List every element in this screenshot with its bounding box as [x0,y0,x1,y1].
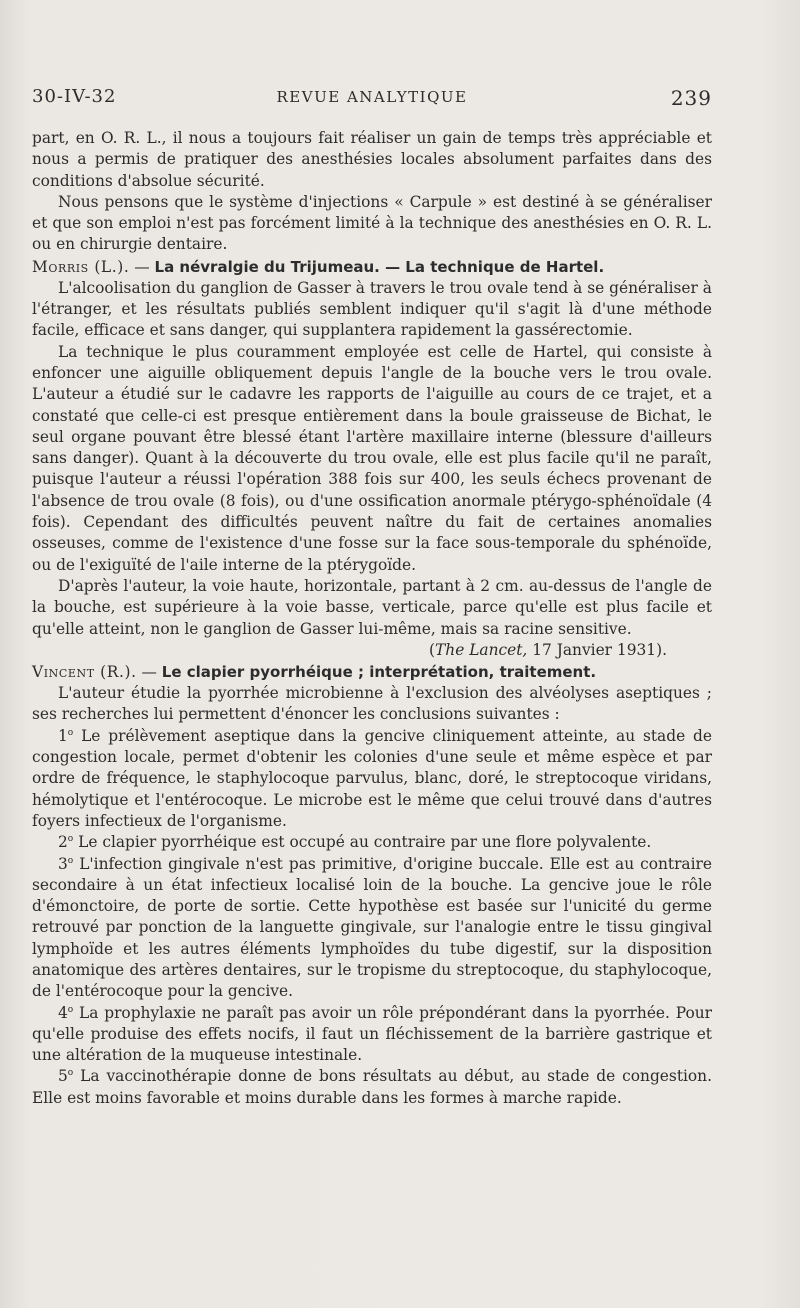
point-ordinal: o [67,1068,74,1079]
point-text: L'infection gingivale n'est pas primitive, d'origine buccale. Elle est au contraire secondaire à un état infectieux localisé loin de la bouche. La gencive joue le rôle d'émonctoire, de porte de sortie. Cette hypothèse est basée sur l'unicité du germe retrouvé par ponction de la languette gingivale, sur l'analogie entre le tissu gingival lymphoïde et les autres éléments lymphoïdes du tube digestif, sur la disposition anatomique des artères dentaires, sur le tropisme du streptocoque, du staphylocoque, de l'entérocoque pour la gencive. [32,854,712,1001]
article-intro: L'auteur étudie la pyorrhée microbienne à l'exclusion des alvéolyses aseptiques ; ses recherches lui permettent d'énoncer les conclusions suivantes : [32,684,712,724]
intro-paragraph-2: Nous pensons que le système d'injections « Carpule » est destiné à se généraliser et que son emploi n'est pas forcément limité à la technique des anesthésies en O. R. L. ou en chirurgie dentaire. [32,192,712,254]
article-title: La névralgie du Trijumeau. — La technique de Hartel. [154,257,605,276]
numbered-point [32,1003,712,1067]
citation-open: ( [429,640,436,659]
citation-date: 17 Janvier 1931). [527,640,667,659]
numbered-point [32,1066,712,1109]
running-title: REVUE ANALYTIQUE [276,88,468,106]
article-paragraph: D'après l'auteur, la voie haute, horizontale, partant à 2 cm. au-dessus de l'angle de la bouche, est supérieure à la voie basse, verticale, parce qu'elle est plus facile et qu'elle atteint, non le ganglion de Gasser lui-même, mais sa racine sensitive. [32,576,712,638]
point-ordinal: o [67,834,74,845]
point-number: 4 [58,1003,68,1022]
point-text: La vaccinothérapie donne de bons résultats au début, au stade de congestion. Elle est moins favorable et moins durable dans les formes à marche rapide. [32,1067,712,1107]
point-text: Le prélèvement aseptique dans la gencive cliniquement atteinte, au stade de congestion locale, permet d'obtenir les colonies d'une seule et même espèce et par ordre de fréquence, le staphylocoque parvulus, blanc, doré, le streptocoque viridans, hémolytique et l'entérocoque. Le microbe est le même que celui trouvé dans d'autres foyers infectieux de l'organisme. [32,726,712,830]
article-heading-vincent [32,661,712,683]
point-number: 3 [58,854,68,873]
point-text: La prophylaxie ne paraît pas avoir un rôle prépondérant dans la pyorrhée. Pour qu'elle produise des effets nocifs, il faut un fléchissement de la barrière gastrique et une altération de la muqueuse intestinale. [32,1003,712,1065]
heading-dash: — [129,257,155,276]
article-author: Morris (L.). [32,257,130,276]
numbered-point [32,832,712,853]
point-number: 1 [58,726,68,745]
page-number: 239 [670,86,712,110]
header-date: 30-IV-32 [32,86,117,107]
body-text [32,128,712,1109]
numbered-point [32,854,712,1003]
citation-journal: The Lancet, [435,640,528,659]
intro-paragraph-1: part, en O. R. L., il nous a toujours fait réaliser un gain de temps très appréciable et nous a permis de pratiquer des anesthésies locales absolument parfaites dans des conditions d'absolue sécurité. [32,129,712,190]
article-author: Vincent (R.). [32,663,137,682]
point-ordinal: o [67,727,74,738]
running-header [32,86,712,112]
point-ordinal: o [67,1004,74,1015]
article-paragraph: L'alcoolisation du ganglion de Gasser à travers le trou ovale tend à se généraliser à l'étranger, et les résultats publiés semblent indiquer qu'il s'agit là d'une méthode facile, efficace et sans danger, qui supplantera rapidement la gassérectomie. [32,278,712,340]
article-citation [32,640,712,661]
article-title: Le clapier pyorrhéique ; interprétation, traitement. [161,663,597,682]
point-number: 5 [58,1067,68,1086]
point-text: Le clapier pyorrhéique est occupé au contraire par une flore polyvalente. [73,833,652,852]
numbered-point [32,726,712,832]
heading-dash: — [136,663,162,682]
article-heading-morris [32,256,712,278]
article-paragraph: La technique le plus couramment employée est celle de Hartel, qui consiste à enfoncer une aiguille obliquement depuis l'angle de la bouche vers le trou ovale. L'auteur a étudié sur le cadavre les rapports de l'aiguille au cours de ce trajet, et a constaté que celle-ci est presque entièrement dans la boule graisseuse de Bichat, le seul organe pouvant être blessé étant l'artère maxillaire interne (blessure d'ailleurs sans danger). Quant à la découverte du trou ovale, elle est plus facile qu'il ne paraît, puisque l'auteur a réussi l'opération 388 fois sur 400, les seuls échecs provenant de l'absence de trou ovale (8 fois), ou d'une ossification anormale ptérygo-sphénoïdale (4 fois). Cependant des difficultés peuvent naître du fait de certaines anomalies osseuses, comme de l'existence d'une fosse sur la face sous-temporale du sphénoïde, ou de l'exiguïté de l'aile interne de la ptérygoïde. [32,342,712,574]
point-number: 2 [58,833,68,852]
point-ordinal: o [67,855,74,866]
